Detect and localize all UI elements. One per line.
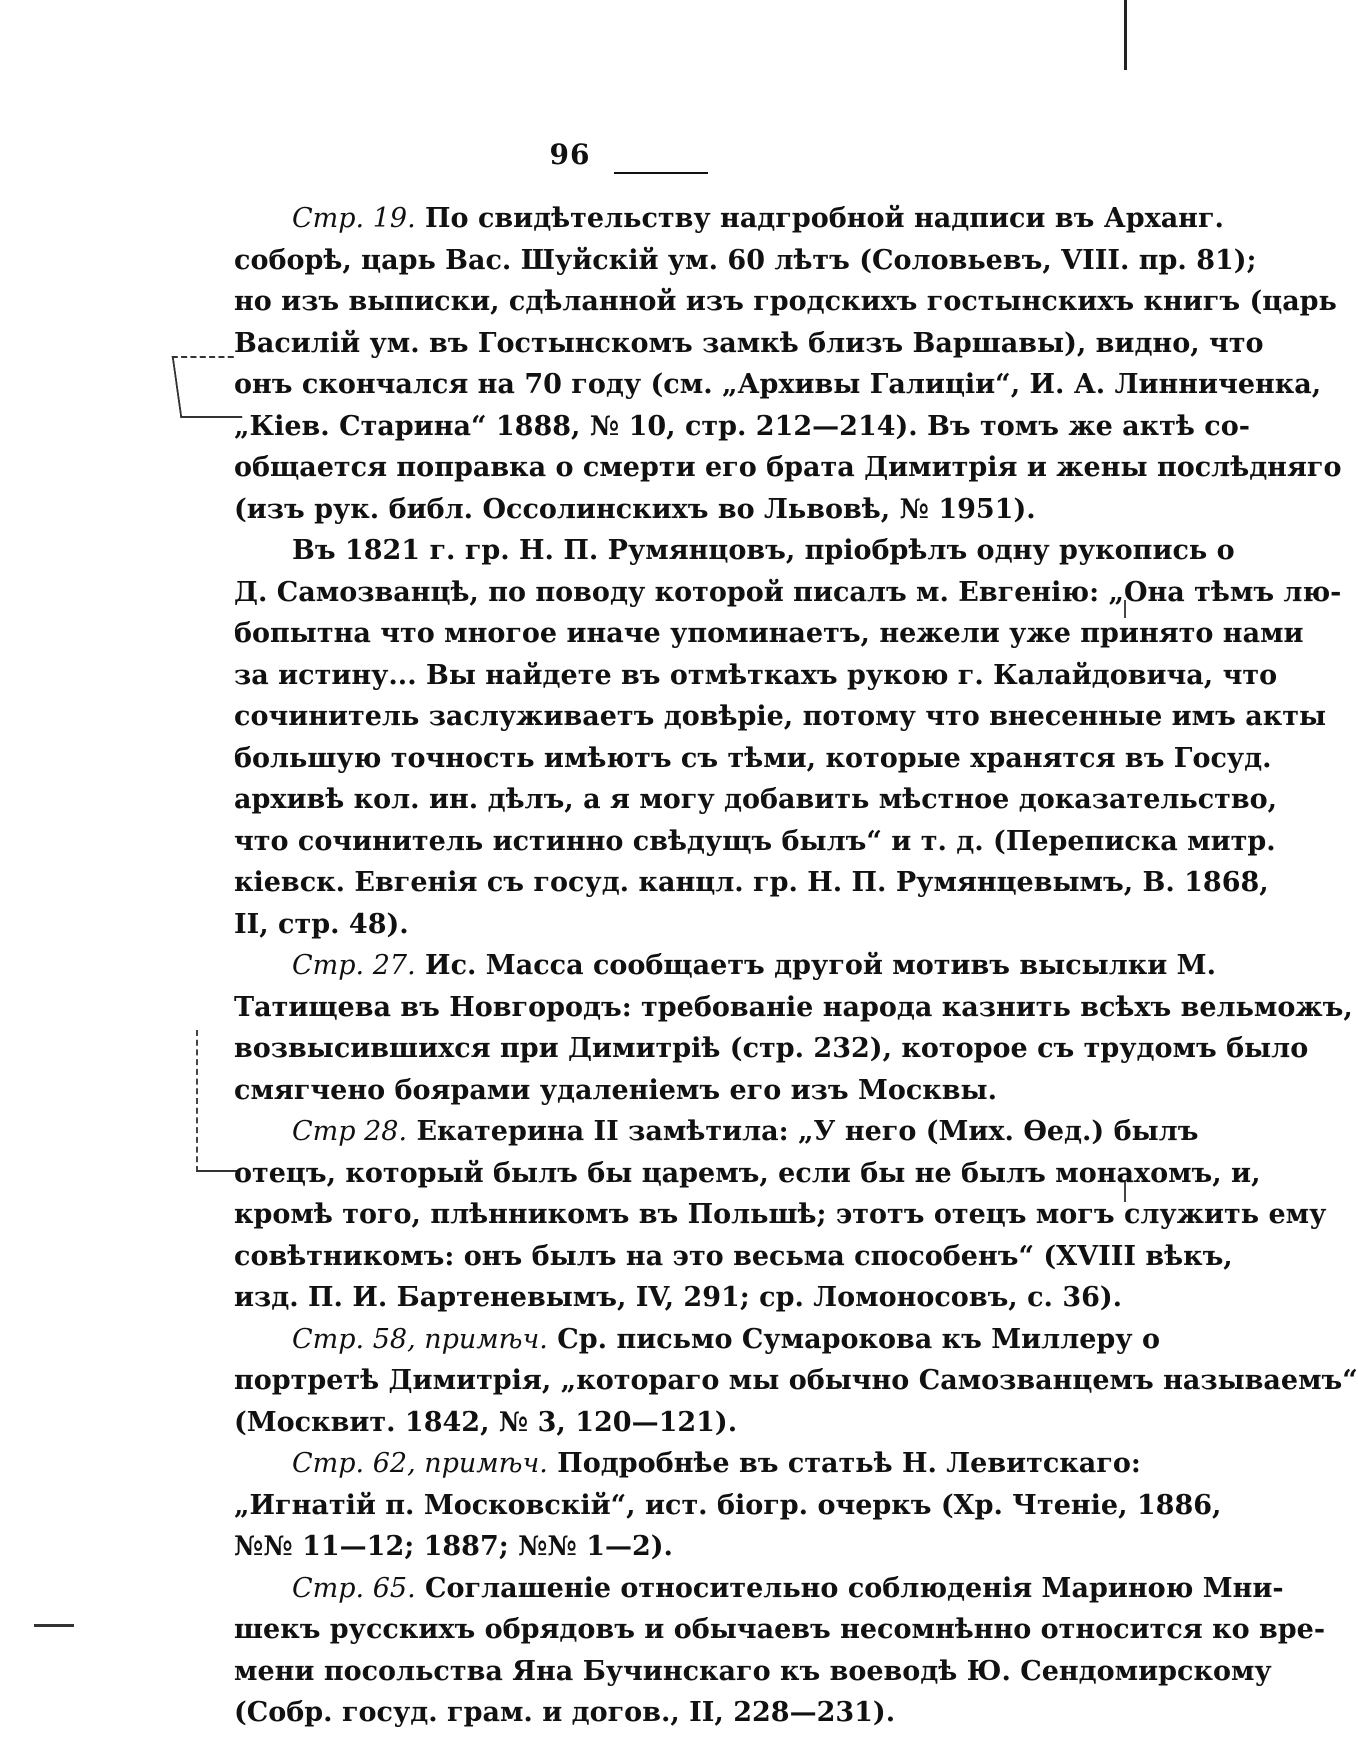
text-line — [234, 696, 1327, 738]
page-reference: Стр. 19. — [292, 203, 416, 234]
line-text: Соглашеніе относительно соблюденія Мариною Мни- — [415, 1572, 1284, 1604]
text-line — [234, 1360, 1358, 1402]
text-line — [234, 1236, 1233, 1278]
text-line — [234, 1111, 1199, 1153]
paragraph — [234, 1111, 1327, 1319]
line-text: шекъ русскихъ обрядовъ и обычаевъ несомнѣнно относится ко вре- — [234, 1614, 1326, 1645]
line-text: бопытна что многое иначе упоминаетъ, нежели уже принято нами — [234, 618, 1304, 649]
page-number: 96 — [549, 138, 591, 171]
text-line — [234, 1402, 1054, 1444]
page-reference: Стр. 65. — [292, 1572, 416, 1604]
text-line — [234, 1319, 1160, 1361]
text-line — [234, 904, 1054, 946]
paragraph — [234, 1443, 1222, 1568]
text-line — [234, 240, 1257, 282]
text-line — [234, 987, 1353, 1029]
paragraph — [234, 1568, 1326, 1734]
line-text: портретѣ Димитрія, „котораго мы обычно Самозванцемъ называемъ“ — [234, 1365, 1358, 1396]
text-line — [234, 447, 1342, 489]
body-text — [234, 198, 1358, 1734]
text-line — [234, 530, 1235, 572]
line-text: сочинитель заслуживаетъ довѣріе, потому что внесенные имъ акты — [234, 701, 1327, 732]
text-line — [234, 1485, 1222, 1527]
text-line — [234, 406, 1250, 448]
text-line — [234, 489, 1054, 531]
line-text: онъ скончался на 70 году (см. „Архивы Галиціи“, И. А. Линниченка, — [234, 369, 1322, 400]
text-line — [234, 862, 1269, 904]
text-line — [234, 1277, 1123, 1319]
line-text: Подробнѣе въ статьѣ Н. Левитскаго: — [547, 1448, 1141, 1479]
text-line — [234, 1194, 1327, 1236]
line-text: что сочинитель истинно свѣдущъ былъ“ и т. д. (Переписка митр. — [234, 825, 1276, 857]
text-line — [234, 1153, 1261, 1195]
text-line — [234, 1609, 1326, 1651]
page-reference: Стр 28. — [292, 1116, 408, 1147]
line-text: смягчено боярами удаленіемъ его изъ Москвы. — [234, 1074, 998, 1106]
page-reference: Стр. 62, примѣч. — [292, 1448, 548, 1479]
line-text: (изъ рук. библ. Оссолинскихъ во Львовѣ, № 1951). — [234, 493, 1036, 525]
line-text: отецъ, который былъ бы царемъ, если бы не былъ монахомъ, и, — [234, 1157, 1261, 1189]
text-line — [234, 323, 1264, 365]
text-line — [234, 738, 1272, 780]
line-text: Въ 1821 г. гр. Н. П. Румянцовъ, пріобрѣлъ одну рукопись о — [292, 535, 1235, 566]
line-text: Д. Самозванцѣ, по поводу которой писалъ м. Евгенію: „Она тѣмъ лю- — [234, 576, 1342, 608]
line-text: мени посольства Яна Бучинскаго къ воеводѣ Ю. Сендомирскому — [234, 1655, 1272, 1687]
text-line — [234, 821, 1276, 863]
text-line — [234, 572, 1342, 614]
line-text: №№ 11—12; 1887; №№ 1—2). — [234, 1531, 673, 1562]
paragraph — [234, 198, 1342, 530]
line-text: (Собр. госуд. грам. и догов., II, 228—231). — [234, 1697, 896, 1728]
line-text: возвысившихся при Димитріѣ (стр. 232), которое съ трудомъ было — [234, 1033, 1309, 1064]
line-text: „Кіев. Старина“ 1888, № 10, стр. 212—214). Въ томъ же актѣ со- — [234, 410, 1250, 442]
line-text: (Москвит. 1842, № 3, 120—121). — [234, 1406, 738, 1438]
paragraph — [234, 530, 1342, 945]
text-line — [234, 1526, 1054, 1568]
line-text: Ср. письмо Сумарокова къ Миллеру о — [547, 1323, 1160, 1355]
line-text: Татищева въ Новгородъ: требованіе народа казнить всѣхъ вельможъ, — [234, 991, 1353, 1023]
text-line — [234, 1651, 1272, 1693]
line-text: изд. П. И. Бартеневымъ, IV, 291; ср. Ломоносовъ, с. 36). — [234, 1282, 1123, 1313]
text-line — [234, 779, 1278, 821]
text-line — [234, 945, 1216, 987]
line-text: По свидѣтельству надгробной надписи въ Арханг. — [415, 203, 1224, 234]
line-text: совѣтникомъ: онъ былъ на это весьма способенъ“ (XVIII вѣкъ, — [234, 1240, 1233, 1272]
text-line — [234, 613, 1304, 655]
text-line — [234, 1568, 1284, 1610]
line-text: соборѣ, царь Вас. Шуйскій ум. 60 лѣтъ (Соловьевъ, VIII. пр. 81); — [234, 244, 1257, 276]
line-text: II, стр. 48). — [234, 908, 409, 940]
text-line — [234, 364, 1322, 406]
paragraph — [234, 945, 1353, 1111]
line-text: за истину... Вы найдете въ отмѣткахъ рукою г. Калайдовича, что — [234, 659, 1278, 691]
page-reference: Стр. 58, примѣч. — [292, 1323, 548, 1355]
text-line — [234, 1028, 1309, 1070]
handwritten-margin-bracket — [172, 356, 243, 418]
line-text: общается поправка о смерти его брата Димитрія и жены послѣдняго — [234, 452, 1342, 483]
line-text: кіевск. Евгенія съ госуд. канцл. гр. Н. П. Румянцевымъ, В. 1868, — [234, 867, 1269, 898]
text-line — [234, 1070, 1054, 1112]
line-text: Екатерина II замѣтила: „У него (Мих. Өед.) былъ — [407, 1116, 1199, 1147]
line-text: архивѣ кол. ин. дѣлъ, а я могу добавить мѣстное доказательство, — [234, 784, 1278, 815]
line-text: Василій ум. въ Гостынскомъ замкѣ близъ Варшавы), видно, что — [234, 327, 1264, 359]
line-text: кромѣ того, плѣнникомъ въ Польшѣ; этотъ отецъ могъ служить ему — [234, 1199, 1327, 1230]
page-reference: Стр. 27. — [292, 950, 416, 981]
text-line — [234, 655, 1278, 697]
line-text: но изъ выписки, сдѣланной изъ гродскихъ гостынскихъ книгъ (царь — [234, 286, 1337, 317]
text-line — [234, 1443, 1141, 1485]
line-text: большую точность имѣютъ съ тѣми, которые хранятся въ Госуд. — [234, 742, 1272, 774]
line-text: „Игнатій п. Московскій“, ист. біогр. очеркъ (Хр. Чтеніе, 1886, — [234, 1489, 1222, 1521]
scan-edge-line — [1124, 0, 1127, 70]
text-line — [234, 198, 1224, 240]
text-line — [234, 1692, 1054, 1734]
margin-dash-mark — [34, 1624, 74, 1627]
page-number-underline — [614, 172, 708, 174]
line-text: Ис. Масса сообщаетъ другой мотивъ высылки М. — [415, 950, 1216, 981]
text-line — [234, 281, 1337, 323]
paragraph — [234, 1319, 1358, 1444]
